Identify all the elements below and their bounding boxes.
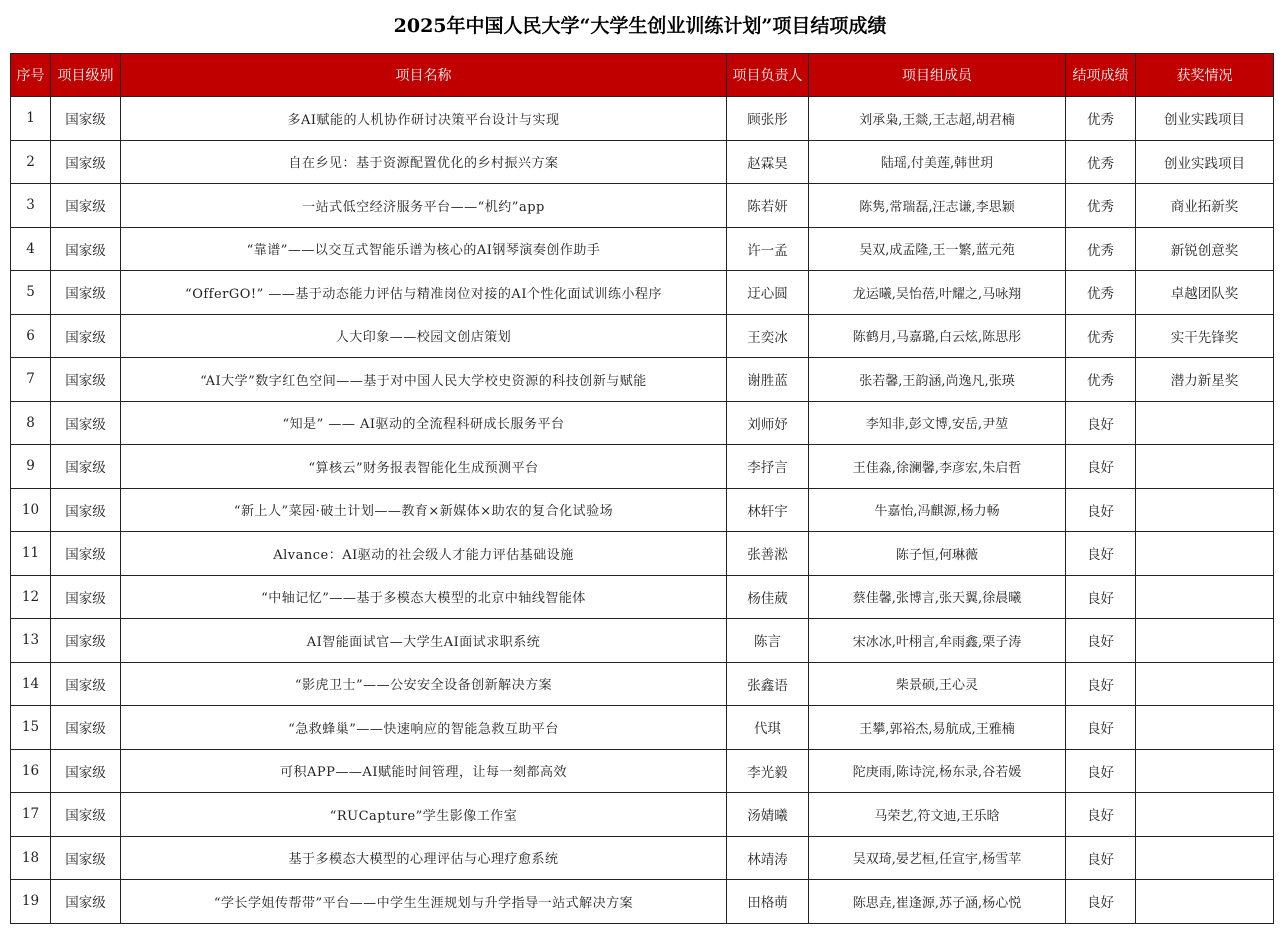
cell-award: 商业拓新奖 [1136,184,1274,228]
cell-level: 国家级 [51,532,121,576]
cell-level: 国家级 [51,880,121,924]
cell-result: 优秀 [1066,271,1136,315]
cell-index: 2 [11,140,51,184]
cell-index: 1 [11,97,51,141]
table-row [11,532,1274,576]
cell-level: 国家级 [51,358,121,402]
table-row [11,271,1274,315]
table-row [11,836,1274,880]
header-leader: 项目负责人 [727,54,809,97]
cell-index: 11 [11,532,51,576]
cell-members: 吴双,成孟隆,王一繁,蓝元苑 [809,227,1066,271]
cell-award: 潜力新星奖 [1136,358,1274,402]
cell-award [1136,793,1274,837]
cell-result: 良好 [1066,880,1136,924]
header-members: 项目组成员 [809,54,1066,97]
cell-award [1136,706,1274,750]
cell-members: 牛嘉怡,冯麒源,杨力畅 [809,488,1066,532]
cell-award [1136,575,1274,619]
cell-project-name: 可积APP——AI赋能时间管理，让每一刻都高效 [121,749,727,793]
cell-index: 5 [11,271,51,315]
cell-index: 15 [11,706,51,750]
header-award: 获奖情况 [1136,54,1274,97]
cell-index: 8 [11,401,51,445]
cell-members: 李知非,彭文博,安岳,尹堃 [809,401,1066,445]
cell-level: 国家级 [51,227,121,271]
cell-leader: 林靖涛 [727,836,809,880]
cell-leader: 张鑫语 [727,662,809,706]
cell-level: 国家级 [51,271,121,315]
cell-members: 龙运曦,吴怡蓓,叶耀之,马咏翔 [809,271,1066,315]
cell-result: 优秀 [1066,314,1136,358]
cell-members: 陈思垚,崔逢源,苏子涵,杨心悦 [809,880,1066,924]
cell-index: 4 [11,227,51,271]
cell-leader: 代琪 [727,706,809,750]
cell-leader: 李光毅 [727,749,809,793]
cell-leader: 刘师妤 [727,401,809,445]
cell-project-name: 多AI赋能的人机协作研讨决策平台设计与实现 [121,97,727,141]
table-row [11,749,1274,793]
cell-members: 马荣艺,符文迪,王乐晗 [809,793,1066,837]
cell-level: 国家级 [51,793,121,837]
table-row [11,184,1274,228]
cell-index: 19 [11,880,51,924]
cell-level: 国家级 [51,836,121,880]
cell-project-name: 人大印象——校园文创店策划 [121,314,727,358]
cell-leader: 李抒言 [727,445,809,489]
cell-project-name: Alvance：AI驱动的社会级人才能力评估基础设施 [121,532,727,576]
cell-leader: 陈言 [727,619,809,663]
cell-leader: 谢胜蓝 [727,358,809,402]
cell-level: 国家级 [51,488,121,532]
cell-project-name: 自在乡见：基于资源配置优化的乡村振兴方案 [121,140,727,184]
cell-members: 宋冰冰,叶栩言,牟雨鑫,栗子涛 [809,619,1066,663]
cell-result: 优秀 [1066,227,1136,271]
table-row [11,97,1274,141]
cell-result: 优秀 [1066,184,1136,228]
cell-index: 16 [11,749,51,793]
cell-leader: 王奕冰 [727,314,809,358]
cell-project-name: “AI大学”数字红色空间——基于对中国人民大学校史资源的科技创新与赋能 [121,358,727,402]
cell-project-name: “RUCapture”学生影像工作室 [121,793,727,837]
table-row [11,314,1274,358]
cell-members: 王攀,郭裕杰,易航成,王雅楠 [809,706,1066,750]
table-row [11,358,1274,402]
header-result: 结项成绩 [1066,54,1136,97]
header-level: 项目级别 [51,54,121,97]
cell-award [1136,662,1274,706]
cell-result: 良好 [1066,706,1136,750]
cell-award: 新锐创意奖 [1136,227,1274,271]
cell-members: 陆瑶,付美莲,韩世玥 [809,140,1066,184]
cell-project-name: 一站式低空经济服务平台——“机约”app [121,184,727,228]
cell-award: 创业实践项目 [1136,140,1274,184]
cell-index: 13 [11,619,51,663]
header-project-name: 项目名称 [121,54,727,97]
cell-project-name: “学长学姐传帮带”平台——中学生生涯规划与升学指导一站式解决方案 [121,880,727,924]
cell-result: 优秀 [1066,140,1136,184]
cell-index: 14 [11,662,51,706]
cell-level: 国家级 [51,401,121,445]
cell-result: 良好 [1066,532,1136,576]
cell-award [1136,619,1274,663]
cell-project-name: 基于多模态大模型的心理评估与心理疗愈系统 [121,836,727,880]
cell-leader: 张善淞 [727,532,809,576]
header-index: 序号 [11,54,51,97]
cell-award [1136,488,1274,532]
cell-result: 良好 [1066,401,1136,445]
cell-award [1136,532,1274,576]
cell-result: 良好 [1066,662,1136,706]
cell-award [1136,401,1274,445]
cell-level: 国家级 [51,706,121,750]
cell-leader: 田格萌 [727,880,809,924]
cell-level: 国家级 [51,575,121,619]
cell-leader: 陈若妍 [727,184,809,228]
table-row [11,488,1274,532]
cell-members: 陈子恒,何琳薇 [809,532,1066,576]
cell-members: 刘承枭,王燚,王志超,胡君楠 [809,97,1066,141]
cell-result: 良好 [1066,749,1136,793]
cell-level: 国家级 [51,619,121,663]
cell-project-name: “算核云”财务报表智能化生成预测平台 [121,445,727,489]
cell-result: 良好 [1066,488,1136,532]
table-row [11,401,1274,445]
cell-leader: 许一孟 [727,227,809,271]
cell-level: 国家级 [51,97,121,141]
cell-project-name: “OfferGO!” ——基于动态能力评估与精准岗位对接的AI个性化面试训练小程序 [121,271,727,315]
cell-result: 良好 [1066,836,1136,880]
cell-award [1136,749,1274,793]
header-row [11,54,1274,97]
cell-award: 创业实践项目 [1136,97,1274,141]
table-row [11,575,1274,619]
cell-award [1136,836,1274,880]
cell-index: 6 [11,314,51,358]
cell-index: 9 [11,445,51,489]
cell-award [1136,445,1274,489]
cell-members: 王佳淼,徐澜馨,李彦宏,朱启哲 [809,445,1066,489]
cell-members: 吴双琦,晏艺桓,任宣宇,杨雪苹 [809,836,1066,880]
cell-level: 国家级 [51,662,121,706]
cell-index: 7 [11,358,51,402]
cell-result: 良好 [1066,575,1136,619]
table-row [11,227,1274,271]
cell-leader: 汤婧曦 [727,793,809,837]
cell-level: 国家级 [51,140,121,184]
table-row [11,619,1274,663]
table-row [11,793,1274,837]
cell-award: 卓越团队奖 [1136,271,1274,315]
cell-project-name: “中轴记忆”——基于多模态大模型的北京中轴线智能体 [121,575,727,619]
results-table [10,53,1274,924]
cell-index: 3 [11,184,51,228]
cell-leader: 林轩宇 [727,488,809,532]
cell-index: 12 [11,575,51,619]
cell-result: 良好 [1066,793,1136,837]
cell-level: 国家级 [51,314,121,358]
cell-project-name: “知是” —— AI驱动的全流程科研成长服务平台 [121,401,727,445]
cell-members: 陈鹤月,马嘉璐,白云炫,陈思彤 [809,314,1066,358]
cell-project-name: “影虎卫士”——公安安全设备创新解决方案 [121,662,727,706]
cell-level: 国家级 [51,445,121,489]
cell-leader: 赵霖昊 [727,140,809,184]
table-header [11,54,1274,97]
cell-leader: 迂心圆 [727,271,809,315]
page-title: 2025年中国人民大学“大学生创业训练计划”项目结项成绩 [393,15,887,37]
cell-members: 张若馨,王韵涵,尚逸凡,张瑛 [809,358,1066,402]
cell-level: 国家级 [51,749,121,793]
table-row [11,140,1274,184]
table-row [11,880,1274,924]
table-row [11,445,1274,489]
cell-index: 17 [11,793,51,837]
cell-members: 陈隽,常瑞磊,汪志谦,李思颖 [809,184,1066,228]
cell-result: 良好 [1066,619,1136,663]
cell-level: 国家级 [51,184,121,228]
cell-project-name: AI智能面试官—大学生AI面试求职系统 [121,619,727,663]
cell-result: 优秀 [1066,358,1136,402]
cell-leader: 杨佳葳 [727,575,809,619]
cell-index: 10 [11,488,51,532]
table-row [11,706,1274,750]
cell-leader: 顾张彤 [727,97,809,141]
cell-project-name: “靠谱”——以交互式智能乐谱为核心的AI钢琴演奏创作助手 [121,227,727,271]
table-body [11,97,1274,924]
cell-project-name: “急救蜂巢”——快速响应的智能急救互助平台 [121,706,727,750]
cell-award: 实干先锋奖 [1136,314,1274,358]
cell-members: 柴景硕,王心灵 [809,662,1066,706]
table-row [11,662,1274,706]
cell-result: 优秀 [1066,97,1136,141]
cell-members: 蔡佳馨,张博言,张天翼,徐晨曦 [809,575,1066,619]
cell-project-name: “新上人”菜园·破土计划——教育×新媒体×助农的复合化试验场 [121,488,727,532]
cell-members: 陀庚雨,陈诗浣,杨东录,谷若媛 [809,749,1066,793]
cell-award [1136,880,1274,924]
cell-result: 良好 [1066,445,1136,489]
cell-index: 18 [11,836,51,880]
